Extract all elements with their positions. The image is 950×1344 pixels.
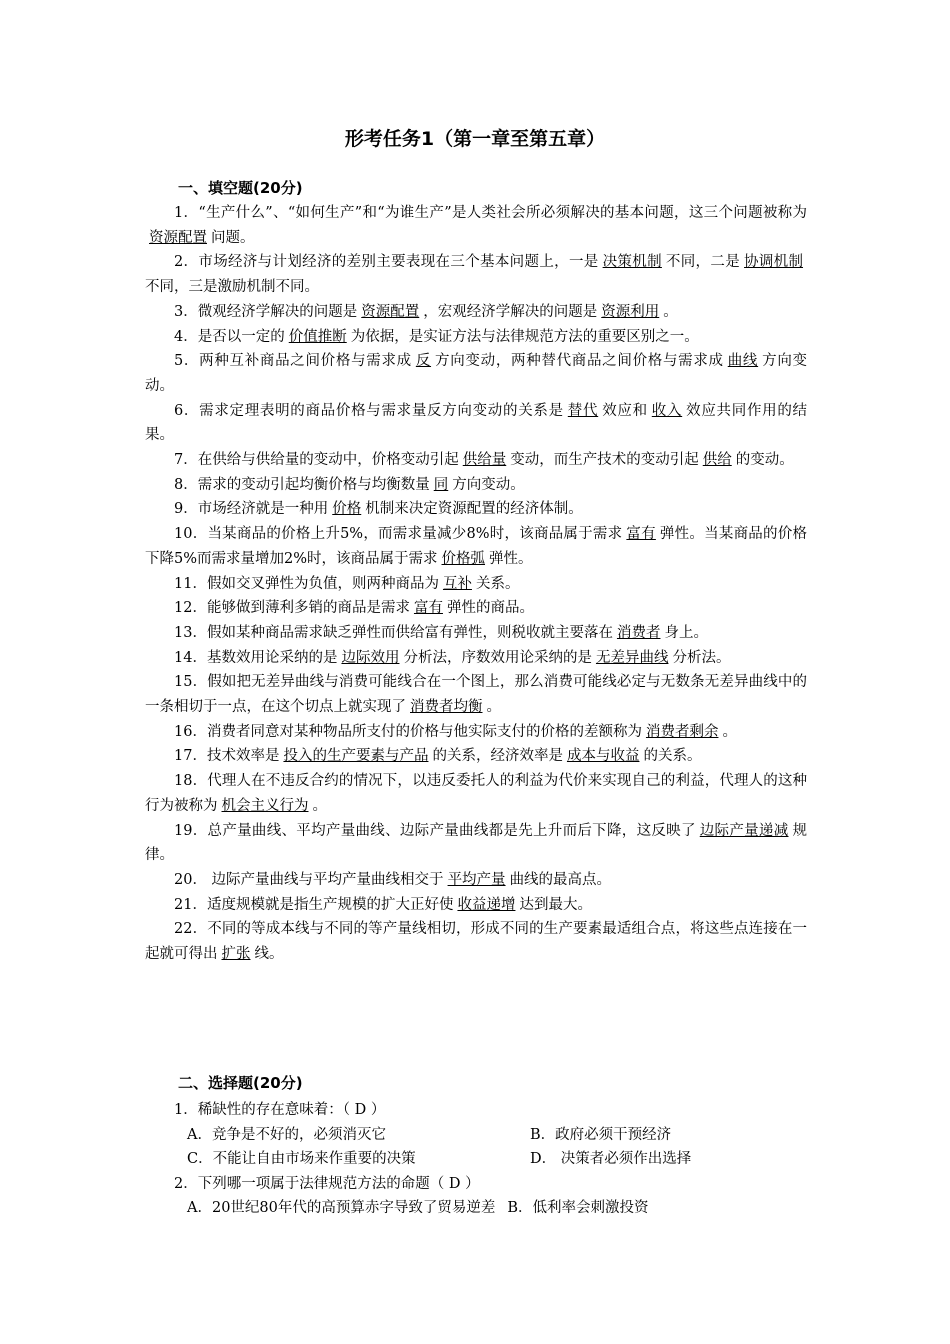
fill-blank-item: [145, 448, 807, 473]
question-number: 14．: [174, 649, 207, 666]
question-number: 10．: [174, 526, 208, 543]
question-text: 。: [663, 303, 678, 320]
fill-blank-item: [145, 201, 807, 250]
fill-blank-list: [145, 201, 807, 967]
option-d: D． 决策者必须作出选择: [530, 1151, 692, 1168]
choice-options-row: [145, 1123, 807, 1148]
question-text: 边际产量曲线与平均产量曲线相交于: [206, 871, 444, 888]
question-number: 4．: [174, 328, 198, 345]
question-number: 15．: [174, 674, 208, 691]
choice-options-row: [145, 1196, 807, 1221]
option-a: A．竞争是不好的，必须消灭它: [187, 1126, 386, 1143]
question-text: 效应和: [602, 402, 648, 419]
fill-blank-item: [145, 522, 807, 571]
fill-blank-item: [145, 473, 807, 498]
answer-blank: 供给量: [462, 452, 507, 469]
answer-blank: 资源配置: [361, 303, 420, 320]
answer-blank: 成本与收益: [566, 748, 640, 765]
fill-blank-item: [145, 596, 807, 621]
option-b: B．低利率会刺激投资: [507, 1200, 649, 1217]
choice-options-row: [145, 1147, 807, 1172]
answer-blank: 收益递增: [457, 896, 516, 913]
fill-blank-item: [145, 349, 807, 398]
question-text: 微观经济学解决的问题是: [197, 303, 358, 320]
fill-blank-item: [145, 621, 807, 646]
question-text: 变动，而生产技术的变动引起: [510, 452, 699, 469]
question-number: 20．: [174, 871, 207, 888]
question-number: 16．: [174, 723, 207, 740]
answer-blank: 消费者均衡: [410, 699, 483, 716]
question-number: 19．: [174, 822, 208, 839]
question-text: 基数效用论采纳的是: [206, 649, 338, 666]
question-number: 11．: [174, 575, 207, 592]
question-text: 市场经济与计划经济的差别主要表现在三个基本问题上，一是: [198, 254, 599, 271]
question-text: 身上。: [664, 624, 708, 641]
question-number: 21．: [174, 896, 207, 913]
question-text: 机制来决定资源配置的经济体制。: [365, 501, 583, 518]
option-b: B．政府必须干预经济: [530, 1126, 672, 1143]
answer-blank: 互补: [442, 575, 472, 592]
answer-blank: 供给: [702, 452, 732, 469]
answer-blank: 决策机制: [602, 254, 662, 271]
fill-blank-item: [145, 720, 807, 745]
answer-blank: 平均产量: [447, 871, 506, 888]
question-number: 1．: [174, 205, 199, 221]
fill-blank-item: [145, 917, 807, 966]
question-text: 效应共同作用的结果。: [145, 402, 808, 444]
option-a: A．20世纪80年代的高预算赤字导致了贸易逆差: [187, 1200, 496, 1217]
answer-blank: 消费者剩余: [645, 723, 719, 740]
fill-blank-item: [145, 893, 807, 918]
question-text: 的关系。: [643, 748, 702, 765]
answer-blank: 资源利用: [601, 303, 660, 320]
answer-blank: 价值推断: [288, 328, 347, 345]
section-heading-choice: 二、选择题(20分): [178, 1074, 303, 1092]
option-c: C．不能让自由市场来作重要的决策: [187, 1151, 416, 1168]
section-heading-fill-blank: 一、填空题(20分): [178, 179, 303, 197]
answer-blank: 无差异曲线: [595, 649, 669, 666]
answer-blank: 边际效用: [341, 649, 400, 666]
question-number: 9．: [174, 501, 198, 518]
fill-blank-item: [145, 769, 807, 818]
answer-blank: 价格弧: [441, 550, 486, 567]
question-text: 适度规模就是指生产规模的扩大正好使: [206, 896, 454, 913]
question-text: 技术效率是: [206, 748, 280, 765]
question-text: 不同的等成本线与不同的等产量线相切，形成不同的生产要素最适组合点，将这些点连接在一起就可得出: [145, 921, 807, 963]
question-number: 6．: [174, 402, 200, 419]
fill-blank-item: [145, 819, 807, 868]
question-text: 的关系，经济效率是: [432, 748, 563, 765]
answer-blank: 扩张: [221, 946, 251, 963]
question-text: 方向变动，两种替代商品之间价格与需求成: [435, 353, 724, 370]
answer-blank: 资源配置: [149, 229, 207, 246]
question-text: 消费者同意对某种物品所支付的价格与他实际支付的价格的差额称为: [206, 723, 642, 740]
choice-list: [145, 1098, 807, 1221]
question-text: 两种互补商品之间价格与需求成: [199, 353, 412, 370]
question-text: 需求定理表明的商品价格与需求量反方向变动的关系是: [199, 402, 564, 419]
question-text: 方向变动。: [145, 353, 808, 394]
fill-blank-item: [145, 399, 807, 448]
question-text: 假如某种商品需求缺乏弹性而供给富有弹性，则税收就主要落在: [206, 624, 613, 641]
question-number: 2．: [174, 254, 199, 271]
question-text: 分析法。: [672, 649, 731, 666]
question-text: 当某商品的价格上升5%，而需求量减少8%时，该商品属于需求: [207, 526, 623, 543]
answer-blank: 投入的生产要素与产品: [283, 748, 429, 765]
question-text: 。: [722, 723, 737, 740]
question-text: 假如交叉弹性为负值，则两种商品为: [206, 575, 439, 592]
question-text: 需求的变动引起均衡价格与均衡数量: [197, 476, 430, 493]
question-number: 8．: [174, 476, 198, 493]
question-number: 3．: [174, 303, 198, 320]
question-text: 弹性。当某商品的价格下降5%而需求量增加2%时，该商品属于需求: [145, 526, 808, 567]
question-text: 达到最大。: [519, 896, 592, 913]
question-text: 弹性。: [489, 550, 533, 567]
question-text: 线。: [254, 946, 284, 963]
question-text: 问题。: [211, 229, 255, 246]
question-number: 7．: [174, 452, 198, 469]
question-number: 12．: [174, 600, 207, 617]
choice-question-1: 1．稀缺性的存在意味着：（ D ）: [174, 1102, 386, 1118]
question-text: 假如把无差异曲线与消费可能线合在一个图上，那么消费可能线必定与无数条无差异曲线中的一条相切于一点，在这个切点上就实现了: [145, 674, 807, 716]
question-text: “生产什么”、“如何生产”和“为谁生产”是人类社会所必须解决的基本问题，这三个问题被称为: [198, 205, 807, 221]
question-text: 。: [312, 797, 327, 814]
answer-blank: 消费者: [616, 624, 661, 641]
question-text: 不同，二是: [665, 254, 741, 271]
fill-blank-item: [145, 325, 807, 350]
answer-blank: 曲线: [727, 353, 759, 370]
question-text: 能够做到薄利多销的商品是需求: [206, 600, 410, 617]
answer-blank: 同: [433, 476, 449, 493]
answer-blank: 协调机制: [744, 254, 804, 271]
question-text: 代理人在不违反合约的情况下，以违反委托人的利益为代价来实现自己的利益，代理人的这种行为被称为: [145, 773, 807, 814]
question-text: 分析法，序数效用论采纳的是: [403, 649, 592, 666]
answer-blank: 富有: [413, 600, 443, 617]
question-text: 是否以一定的: [197, 328, 285, 345]
question-text: 总产量曲线、平均产量曲线、边际产量曲线都是先上升而后下降，这反映了: [207, 822, 696, 839]
question-text: 关系。: [475, 575, 520, 592]
answer-blank: 富有: [626, 526, 656, 543]
question-text: 规律。: [145, 822, 808, 864]
answer-blank: 反: [415, 353, 432, 370]
question-number: 22．: [174, 921, 208, 938]
question-number: 17．: [174, 748, 207, 765]
question-text: 曲线的最高点。: [509, 871, 612, 888]
question-number: 18．: [174, 773, 208, 790]
choice-question-2: 2．下列哪一项属于法律规范方法的命题（ D ）: [174, 1175, 480, 1192]
answer-blank: 价格: [332, 501, 362, 518]
question-number: 5．: [174, 353, 200, 370]
question-text: 的变动。: [735, 452, 794, 469]
answer-blank: 边际产量递减: [699, 822, 789, 839]
question-number: 13．: [174, 624, 207, 641]
question-text: 弹性的商品。: [446, 600, 534, 617]
fill-blank-item: [145, 744, 807, 769]
page-title: 形考任务1（第一章至第五章）: [344, 128, 606, 150]
question-text: 不同，三是激励机制不同。: [145, 279, 319, 296]
answer-blank: 替代: [567, 402, 599, 419]
fill-blank-item: [145, 572, 807, 597]
question-text: 市场经济就是一种用: [197, 501, 329, 518]
fill-blank-item: [145, 300, 807, 325]
fill-blank-item: [145, 646, 807, 671]
fill-blank-item: [145, 250, 807, 299]
question-text: ，宏观经济学解决的问题是: [423, 303, 598, 320]
question-text: 。: [486, 699, 501, 716]
question-text: 为依据，是实证方法与法律规范方法的重要区别之一。: [350, 328, 699, 345]
fill-blank-item: [145, 497, 807, 522]
question-text: 在供给与供给量的变动中，价格变动引起: [197, 452, 459, 469]
fill-blank-item: [145, 868, 807, 893]
fill-blank-item: [145, 670, 807, 719]
answer-blank: 收入: [651, 402, 683, 419]
question-text: 方向变动。: [452, 476, 525, 493]
answer-blank: 机会主义行为: [221, 797, 309, 814]
